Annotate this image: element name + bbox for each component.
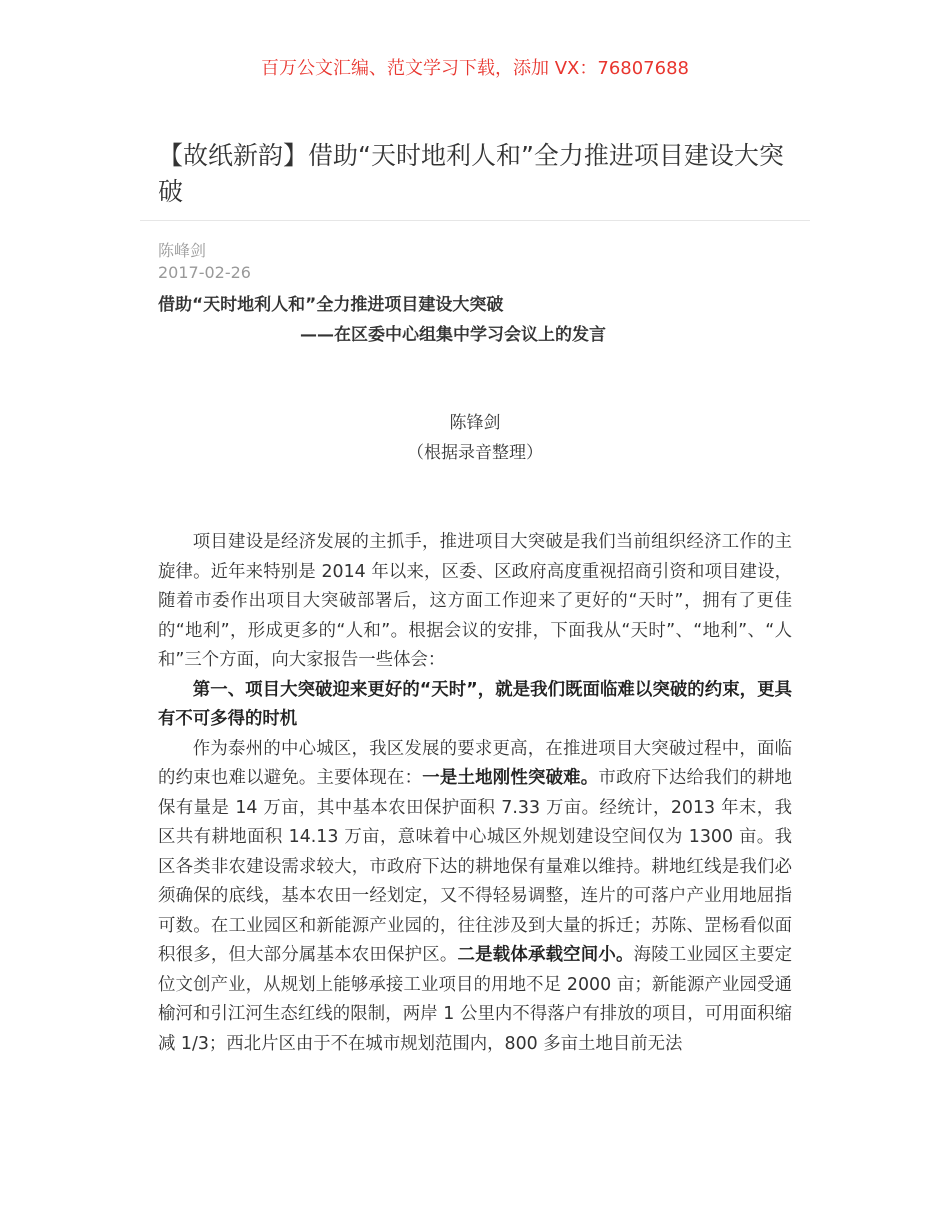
point-one-text: 市政府下达给我们的耕地保有量是 14 万亩，其中基本农田保护面积 7.33 万亩。经统计，2013 年末，我区共有耕地面积 14.13 万亩，意味着中心城区外规划建设空间仅为 1300 亩。我区各类非农建设需求较大，市政府下达的耕地保有量难以维持。耕地红线是我们必须确保的底线，基本农田一经划定，又不得轻易调整，连片的可落户产业用地屈指可数。在工业园区和新能源产业园的，往往涉及到大量的拆迁；苏陈、罡杨看似面积很多，但大部分属基本农田保护区。 bbox=[158, 768, 792, 965]
section-one-heading: 第一、项目大突破迎来更好的“天时”，就是我们既面临难以突破的约束，更具有不可多得的时机 bbox=[158, 679, 792, 729]
article-body bbox=[158, 528, 792, 1059]
constraints-lead: 作为泰州的中心城区，我区发展的要求更高，在推进项目大突破过程中，面临的约束也难以避免。主要体现在： bbox=[158, 738, 792, 788]
point-two-heading: 二是载体承载空间小。 bbox=[457, 945, 634, 965]
article-date: 2017-02-26 bbox=[158, 263, 251, 282]
title-divider bbox=[140, 220, 810, 221]
speaker-name: 陈锋剑 bbox=[449, 413, 501, 433]
article-title: 【故纸新韵】借助“天时地利人和”全力推进项目建设大突破 bbox=[158, 141, 784, 206]
paragraph-intro: 项目建设是经济发展的主抓手，推进项目大突破是我们当前组织经济工作的主旋律。近年来特别是 2014 年以来，区委、区政府高度重视招商引资和项目建设，随着市委作出项目大突破部署后，这方面工作迎来了更好的“天时”，拥有了更佳的“地利”，形成更多的“人和”。根据会议的安排，下面我从“天时”、“地利”、“人和”三个方面，向大家报告一些体会： bbox=[158, 532, 792, 670]
article-author[interactable]: 陈峰剑 bbox=[158, 241, 207, 260]
speech-heading: 借助“天时地利人和”全力推进项目建设大突破 bbox=[158, 295, 504, 315]
point-two-text: 海陵工业园区主要定位文创产业，从规划上能够承接工业项目的用地不足 2000 亩；新能源产业园受通榆河和引江河生态红线的限制，两岸 1 公里内不得落户有排放的项目，可用面积缩减 1/3；西北片区由于不在城市规划范围内，800 多亩土地目前无法 bbox=[158, 945, 792, 1054]
speech-subheading: ——在区委中心组集中学习会议上的发言 bbox=[300, 325, 606, 345]
promo-banner: 百万公文汇编、范文学习下载，添加 VX：76807688 bbox=[261, 58, 689, 79]
point-one-heading: 一是土地刚性突破难。 bbox=[422, 768, 599, 788]
paragraph-section-one-heading bbox=[158, 676, 792, 735]
paragraph-constraints bbox=[158, 735, 792, 1060]
transcript-note: （根据录音整理） bbox=[407, 443, 543, 463]
